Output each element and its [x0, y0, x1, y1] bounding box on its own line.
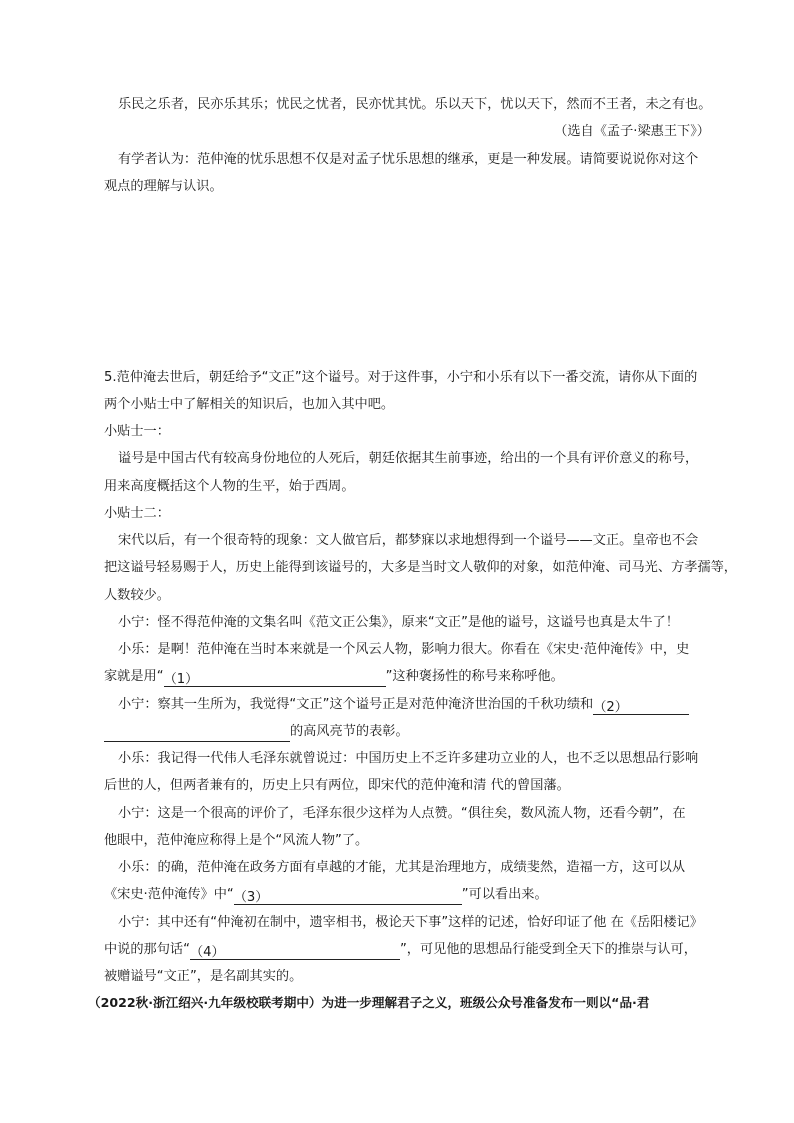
- answer-blank-2-continued[interactable]: [104, 725, 290, 742]
- tip2-label: 小贴士二：: [104, 506, 170, 521]
- dialogue-7-line3: 被赠谥号“文正”，是名副其实的。: [104, 969, 303, 984]
- quote-source: （选自《孟子·梁惠王下》）: [554, 124, 710, 139]
- dialogue-2-line1: 小乐：是啊！范仲淹在当时本来就是一个风云人物，影响力很大。你看在《宋史·范仲淹传》中，史: [118, 642, 690, 657]
- tip2-line2: 把这谥号轻易赐于人，历史上能得到该谥号的，大多是当时文人敬仰的对象，如范仲淹、司马光、方孝孺等，: [104, 560, 737, 575]
- tip1-line1: 谥号是中国古代有较高身份地位的人死后，朝廷依据其生前事迹，给出的一个具有评价意义的称号，: [118, 451, 699, 466]
- dialogue-3-line1: 小宁：察其一生所为，我觉得“文正”这个谥号正是对范仲淹济世治国的千秋功绩和（2）: [118, 695, 689, 715]
- answer-blank-4[interactable]: （4）: [190, 943, 400, 960]
- answer-blank-3[interactable]: （3）: [234, 888, 462, 905]
- tip2-line1: 宋代以后，有一个很奇特的现象：文人做官后，都梦寐以求地想得到一个谥号——文正。皇帝也不会: [118, 533, 699, 548]
- dialogue-6-line2: 《宋史·范仲淹传》中“（3） ”可以看出来。: [104, 887, 548, 905]
- q5-line2: 两个小贴士中了解相关的知识后，也加入其中吧。: [104, 397, 395, 412]
- dialogue-7-line2: 中说的那句话“（4） ”，可见他的思想品行能受到全天下的推崇与认可，: [104, 942, 697, 960]
- q5-line1: 5.范仲淹去世后，朝廷给予“文正”这个谥号。对于这件事，小宁和小乐有以下一番交流，请你从下面的: [104, 370, 698, 385]
- tip2-line3: 人数较少。: [104, 588, 170, 603]
- dialogue-4-line2: 后世的人，但两者兼有的，历史上只有两位，即宋代的范仲淹和清 代的曾国藩。: [104, 778, 570, 793]
- dialogue-2-line2: 家就是用“（1） ”这种褒扬性的称号来称呼他。: [104, 669, 564, 687]
- q4-line2: 观点的理解与认识。: [104, 179, 223, 194]
- dialogue-4-line1: 小乐：我记得一代伟人毛泽东就曾说过：中国历史上不乏许多建功立业的人，也不乏以思想品行影响: [118, 751, 699, 766]
- dialogue-5-line1: 小宁：这是一个很高的评价了，毛泽东很少这样为人点赞。“俱往矣，数风流人物，还看今朝”，在: [118, 806, 686, 821]
- quote-text: 乐民之乐者，民亦乐其乐；忧民之忧者，民亦忧其忧。乐以天下，忧以天下，然而不王者，未之有也。: [118, 97, 712, 112]
- answer-blank-2[interactable]: （2）: [593, 698, 689, 715]
- tip1-label: 小贴士一：: [104, 424, 170, 439]
- next-question-heading: （2022秋·浙江绍兴·九年级校联考期中）为进一步理解君子之义，班级公众号准备发布一则以“品·君: [88, 995, 650, 1010]
- tip1-line2: 用来高度概括这个人物的生平，始于西周。: [104, 479, 355, 494]
- dialogue-3-line2: 的高风亮节的表彰。: [104, 722, 409, 742]
- dialogue-5-line2: 他眼中，范仲淹应称得上是个“风流人物”了。: [104, 833, 369, 848]
- dialogue-6-line1: 小乐：的确，范仲淹在政务方面有卓越的才能，尤其是治理地方，成绩斐然，造福一方，这可以从: [118, 860, 686, 875]
- dialogue-7-line1: 小宁：其中还有“仲淹初在制中，遗宰相书，极论天下事”这样的记述，恰好印证了他 在《岳阳楼记》: [118, 915, 703, 930]
- answer-blank-1[interactable]: （1）: [164, 670, 386, 687]
- q4-line1: 有学者认为：范仲淹的忧乐思想不仅是对孟子忧乐思想的继承，更是一种发展。请简要说说你对这个: [118, 152, 699, 167]
- dialogue-1: 小宁：怪不得范仲淹的文集名叫《范文正公集》，原来“文正”是他的谥号，这谥号也真是太牛了！: [118, 615, 679, 630]
